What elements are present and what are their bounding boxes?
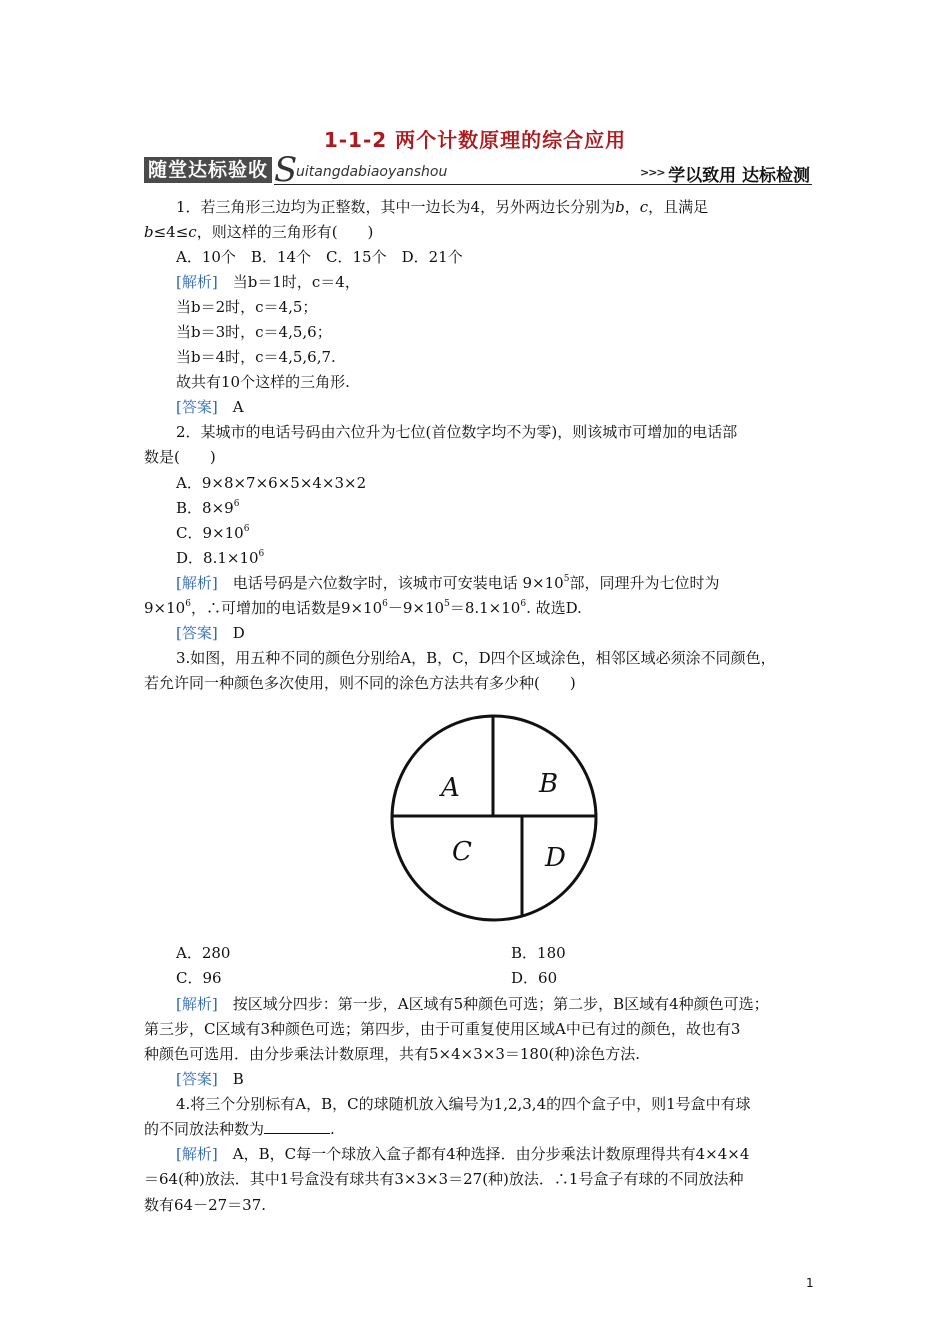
region-diagram [388,712,600,924]
q1-options: A．10个 B．14个 C．15个 D．21个 [176,248,463,266]
region-label-a: A [441,773,460,803]
q4-stem-line1: 4.将三个分别标有A，B，C的球随机放入编号为1,2,3,4的四个盒子中，则1号盒中有球 [176,1095,751,1113]
page-number: 1 [806,1276,814,1290]
analysis-tag: [解析] [176,1145,218,1163]
answer-tag: [答案] [176,1070,218,1088]
analysis-tag: [解析] [176,574,218,592]
region-label-b: B [539,769,559,799]
answer-tag: [答案] [176,624,218,642]
q3-option-b: B．180 [511,944,566,962]
q1-solution-line2: 当b＝2时，c＝4,5； [176,298,318,316]
q4-solution-line2: ＝64(种)放法．其中1号盒没有球共有3×3×3＝27(种)放法．∴1号盒子有球的不同放法种 [144,1170,744,1188]
q2-stem-line1: 2．某城市的电话号码由六位升为七位(首位数字均不为零)，则该城市可增加的电话部 [176,423,738,441]
banner-tag: 随堂达标验收 [144,157,272,183]
region-label-c: C [452,837,472,867]
q3-option-a: A．280 [176,944,231,962]
q3-solution-line3: 种颜色可选用．由分步乘法计数原理，共有5×4×3×3＝180(种)涂色方法. [144,1045,640,1063]
q2-answer: [答案] D [176,624,245,642]
banner-right-text: 学以致用 达标检测 [668,166,810,186]
section-banner [144,150,812,190]
q1-solution-line3: 当b＝3时，c＝4,5,6； [176,323,332,341]
q2-stem-line2: 数是( ) [144,448,216,466]
answer-tag: [答案] [176,398,218,416]
chevrons-icon: >>> [640,166,665,179]
q3-option-d: D．60 [511,969,558,987]
q2-option-b: B．$8\times 9^6$ [176,499,240,517]
q2-solution-line2: $9\times 10^6$，∴可增加的电话数是$9\times 10^6-9\times 10^5=8.1\times 10^6$. 故选D. [144,599,582,617]
q2-option-d: D．$8.1\times 10^6$ [176,549,265,567]
q2-option-c: C．$9\times 10^6$ [176,524,250,542]
q3-option-c: C．96 [176,969,222,987]
q1-answer: [答案] A [176,398,244,416]
q1-solution-line1: [解析] 当b＝1时，c＝4， [176,273,360,291]
answer-blank[interactable] [264,1119,330,1134]
q3-solution-line2: 第三步，C区域有3种颜色可选；第四步，由于可重复使用区域A中已有过的颜色，故也有3 [144,1020,741,1038]
q4-stem-line2: 的不同放法种数为 . [144,1120,335,1138]
q1-solution-line4: 当b＝4时，c＝4,5,6,7. [176,348,336,366]
q3-answer: [答案] B [176,1070,244,1088]
page-title: 1-1-2 两个计数原理的综合应用 [323,128,627,152]
q1-stem-line1: 1．若三角形三边均为正整数，其中一边长为4，另外两边长分别为b，c，且满足 [176,198,709,216]
q1-stem-line2: b≤4≤c，则这样的三角形有( ) [144,223,374,241]
q2-option-a: A．9×8×7×6×5×4×3×2 [176,474,367,492]
q3-solution-line1: [解析] 按区域分四步：第一步，A区域有5种颜色可选；第二步，B区域有4种颜色可选； [176,995,769,1013]
banner-big-letter: S [274,150,298,190]
banner-pinyin: uitangdabiaoyanshou [296,164,448,180]
q4-solution-line3: 数有64－27＝37. [144,1196,267,1214]
analysis-tag: [解析] [176,995,218,1013]
region-label-d: D [545,843,566,873]
q2-solution-line1: [解析] 电话号码是六位数字时，该城市可安装电话 $9\times 10^5$部，同理升为七位时为 [176,574,720,592]
q3-stem-line2: 若允许同一种颜色多次使用，则不同的涂色方法共有多少种( ) [144,674,576,692]
q4-solution-line1: [解析] A，B，C每一个球放入盒子都有4种选择．由分步乘法计数原理得共有4×4×4 [176,1145,750,1163]
q3-stem-line1: 3.如图，用五种不同的颜色分别给A，B，C，D四个区域涂色，相邻区域必须涂不同颜色， [176,649,776,667]
analysis-tag: [解析] [176,273,218,291]
q1-solution-line5: 故共有10个这样的三角形. [176,373,350,391]
